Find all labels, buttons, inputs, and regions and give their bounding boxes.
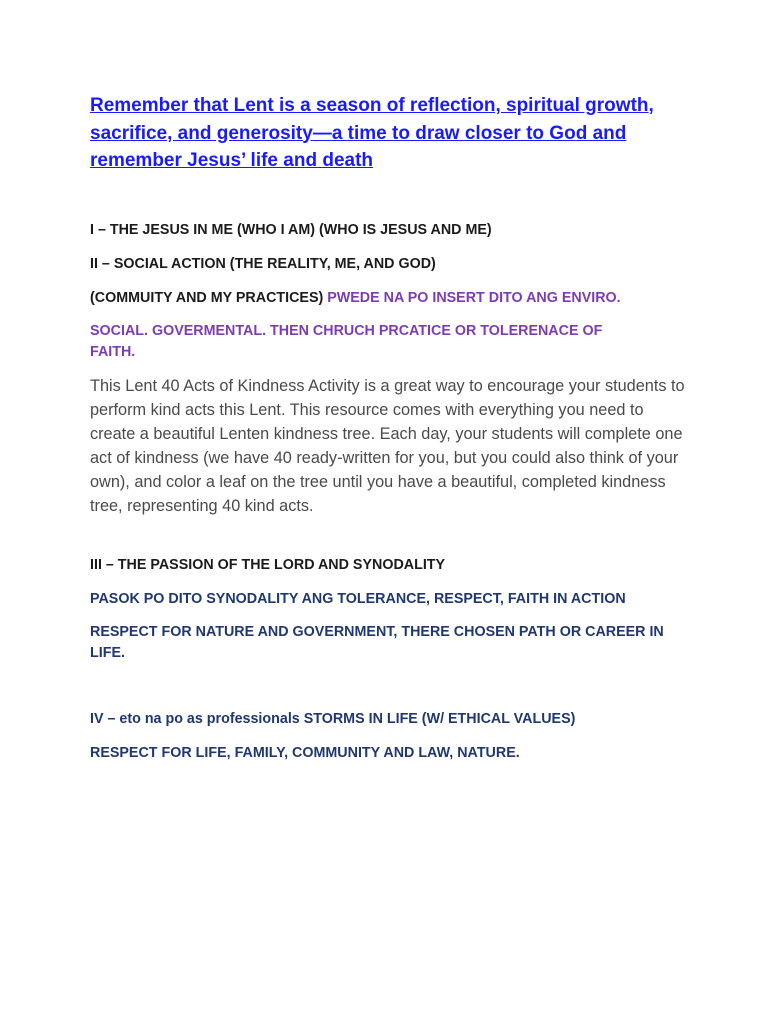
section-3-note-1: PASOK PO DITO SYNODALITY ANG TOLERANCE, RESPECT, FAITH IN ACTION	[90, 591, 626, 607]
section-2-note: SOCIAL. GOVERMENTAL. THEN CHRUCH PRCATICE OR TOLERENACE OF FAITH.	[90, 323, 603, 360]
section-heading-4: IV – eto na po as professionals STORMS IN LIFE (W/ ETHICAL VALUES)	[90, 711, 576, 727]
page-title-link[interactable]: Remember that Lent is a season of reflection, spiritual growth, sacrifice, and generosity—a time to draw closer to God and remember Jesus’ life and death	[90, 95, 654, 171]
section-4-note: RESPECT FOR LIFE, FAMILY, COMMUNITY AND LAW, NATURE.	[90, 745, 520, 761]
section-heading-1: I – THE JESUS IN ME (WHO I AM) (WHO IS JESUS AND ME)	[90, 222, 492, 238]
section-heading-2: II – SOCIAL ACTION (THE REALITY, ME, AND GOD)	[90, 256, 436, 272]
section-3-note-2: RESPECT FOR NATURE AND GOVERNMENT, THERE CHOSEN PATH OR CAREER IN LIFE.	[90, 624, 664, 661]
body-paragraph: This Lent 40 Acts of Kindness Activity is a great way to encourage your students to perform kind acts this Lent. This resource comes with everything you need to create a beautiful Lenten kindness tree. Each day, your students will complete one act of kindness (we have 40 ready-written for you, but you could also think of your own), and color a leaf on the tree until you have a beautiful, completed kindness tree, representing 40 kind acts.	[90, 377, 685, 516]
section-heading-3: III – THE PASSION OF THE LORD AND SYNODALITY	[90, 557, 446, 573]
section-2-enviro-note: PWEDE NA PO INSERT DITO ANG ENVIRO.	[327, 290, 621, 306]
section-2-subline	[90, 288, 621, 309]
section-2-subline-text: (COMMUITY AND MY PRACTICES)	[90, 290, 328, 306]
